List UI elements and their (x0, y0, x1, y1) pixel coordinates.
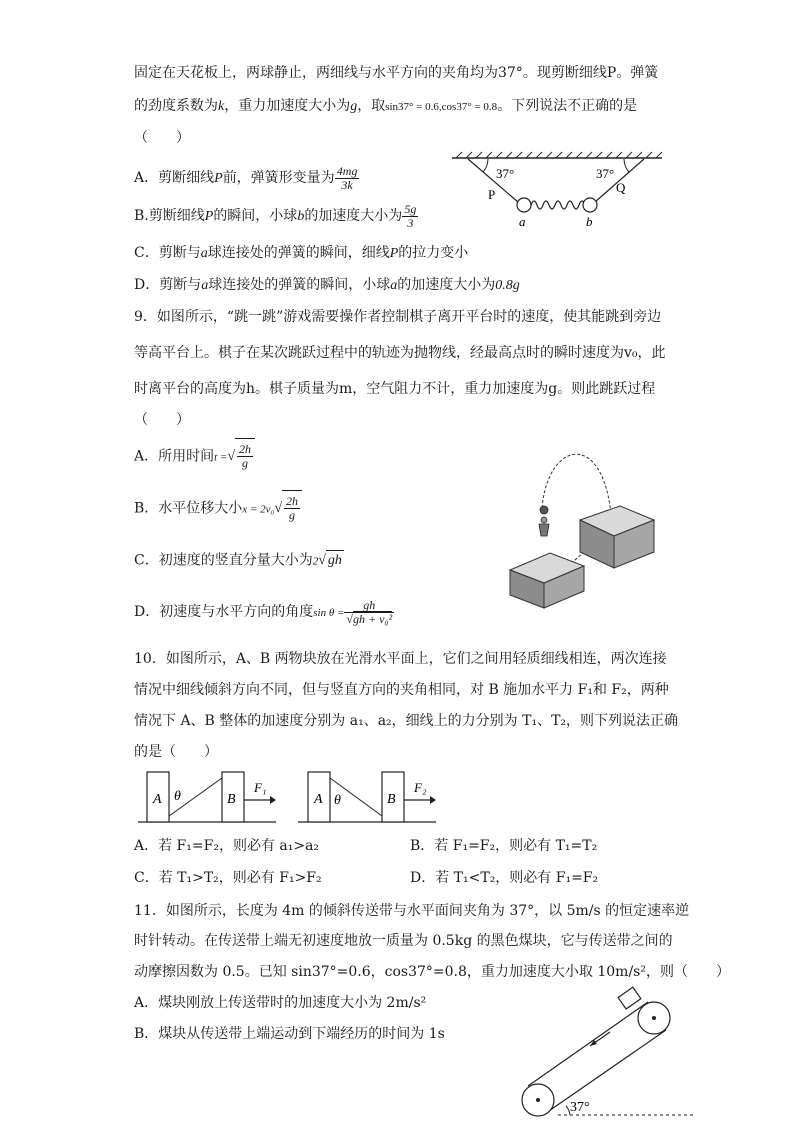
label-q: Q (616, 180, 626, 195)
label-a: A (314, 792, 323, 807)
ceiling-hatch (456, 152, 662, 158)
q10-option-a[interactable]: A．若 F₁=F₂，则必有 a₁>a₂ (134, 838, 320, 854)
jump-game-figure (508, 448, 658, 610)
fraction: $\frac{gh}{\text{√gh + v₀²}}$ (346, 597, 393, 626)
blocks-figure-1 (138, 770, 278, 826)
q8-option-b[interactable]: B.剪断细线P的瞬间，小球b的加速度大小为 $\frac{5g}{3}$ (134, 201, 417, 230)
angle-arc-left (483, 159, 488, 172)
label-b: B (227, 792, 236, 807)
angle-arc-right (624, 159, 629, 172)
conveyor-figure (518, 988, 698, 1120)
label-force: F₂ (414, 780, 427, 795)
coal-block (618, 987, 641, 1009)
q9-stem-line1: 9．如图所示，“跳一跳”游戏需要操作者控制棋子离开平台时的速度，使其能跳到旁边 (134, 309, 662, 325)
square-root: √ $\frac{2h}{g}$ (227, 438, 255, 475)
fraction: $\frac{5g}{3}$ (404, 201, 417, 230)
ball-b (583, 198, 597, 212)
q10-stem-line1: 10．如图所示，A、B 两物块放在光滑水平面上，它们之间用轻质细线相连，两次连接 (134, 651, 667, 667)
q10-option-c[interactable]: C．若 T₁>T₂，则必有 F₁>F₂ (134, 870, 322, 886)
label-theta: θ (334, 793, 341, 808)
q11-stem-line2: 时针转动。在传送带上端无初速度地放一质量为 0.5kg 的黑色煤块，它与传送带之间的 (134, 933, 673, 949)
q9-option-b[interactable]: B．水平位移大小x = 2v₀√ $\frac{2h}{g}$ (134, 490, 302, 528)
q8-option-d[interactable]: D．剪断与a球连接处的弹簧的瞬间，小球a的加速度大小为0.8g (134, 277, 520, 293)
fraction: $\frac{4mg}{3k}$ (336, 163, 358, 192)
q9-stem-line3: 时离平台的高度为h。棋子质量为m，空气阻力不计，重力加速度为g。则此跳跃过程 (134, 381, 656, 397)
label-b: b (586, 214, 593, 229)
angle-label-right: 37° (596, 166, 615, 181)
label-p: P (488, 187, 496, 202)
q11-option-a[interactable]: A．煤块刚放上传送带时的加速度大小为 2m/s² (134, 995, 427, 1011)
q10-stem-line3: 情况下 A、B 整体的加速度分别为 a₁、a₂，细线上的力分别为 T₁、T₂，则下列说法正确 (134, 713, 679, 729)
q8-stem-line2: 的劲度系数为k，重力加速度大小为g，取sin37° = 0.6,cos37° = 0.8。下列说法不正确的是 (134, 98, 638, 114)
q8-stem-line1: 固定在天花板上，两球静止，两细线与水平方向的夹角均为37°。现剪断细线P。弹簧 (134, 65, 659, 81)
angle-label-left: 37° (496, 166, 515, 181)
label-b: B (387, 792, 396, 807)
blocks-figure-2 (298, 770, 438, 826)
ball-a (517, 198, 531, 212)
q8-option-a[interactable]: A．剪断细线P前，弹簧形变量为 $\frac{4mg}{3k}$ (134, 163, 358, 192)
q9-stem-line2: 等高平台上。棋子在某次跳跃过程中的轨迹为抛物线，经最高点时的瞬时速度为v₀，此 (134, 345, 666, 361)
q9-option-a[interactable]: A．所用时间t =√ $\frac{2h}{g}$ (134, 438, 255, 476)
belt-bottom (546, 1030, 666, 1113)
q8-answer-paren: （ ） (134, 130, 190, 146)
q10-option-d[interactable]: D．若 T₁<T₂，则必有 F₁=F₂ (410, 870, 599, 886)
q9-option-c[interactable]: C．初速度的竖直分量大小为2√ gh (134, 550, 344, 572)
game-piece (539, 506, 549, 536)
label-theta: θ (174, 789, 181, 804)
trig-values: sin37° = 0.6,cos37° = 0.8 (385, 101, 498, 113)
q8-option-c[interactable]: C．剪断与a球连接处的弹簧的瞬间，细线P的拉力变小 (134, 245, 469, 261)
q9-answer-paren: （ ） (134, 412, 190, 428)
label-a: a (519, 214, 526, 229)
belt-top (528, 1002, 648, 1086)
square-root: √ gh (318, 550, 344, 571)
q11-option-b[interactable]: B．煤块从传送带上端运动到下端经历的时间为 1s (134, 1026, 445, 1042)
spring (531, 201, 588, 209)
right-platform (580, 506, 654, 568)
left-platform (510, 553, 584, 608)
q10-stem-line2: 情况中细线倾斜方向不同，但与竖直方向的夹角相同，对 B 施加水平力 F₁和 F₂，两种 (134, 682, 669, 698)
q10-option-b[interactable]: B．若 F₁=F₂，则必有 T₁=T₂ (410, 838, 598, 854)
q9-option-d[interactable]: D．初速度与水平方向的角度sin θ = $\frac{gh}{\text{√gh + v₀²}}$ (134, 597, 393, 626)
q11-stem-line3: 动摩擦因数为 0.5。已知 sin37°=0.6，cos37°=0.8，重力加速度大小取 10m/s²，则（ ） (134, 964, 730, 980)
q11-stem-line1: 11．如图所示，长度为 4m 的倾斜传送带与水平面间夹角为 37°，以 5m/s 的恒定速率逆 (134, 903, 690, 919)
label-force: F₁ (254, 780, 267, 795)
q10-stem-line4: 的是（ ） (134, 744, 218, 760)
angle-label: 37° (570, 1100, 590, 1115)
spring-figure (450, 152, 664, 230)
label-a: A (153, 792, 162, 807)
square-root: √ $\frac{2h}{g}$ (274, 490, 302, 527)
